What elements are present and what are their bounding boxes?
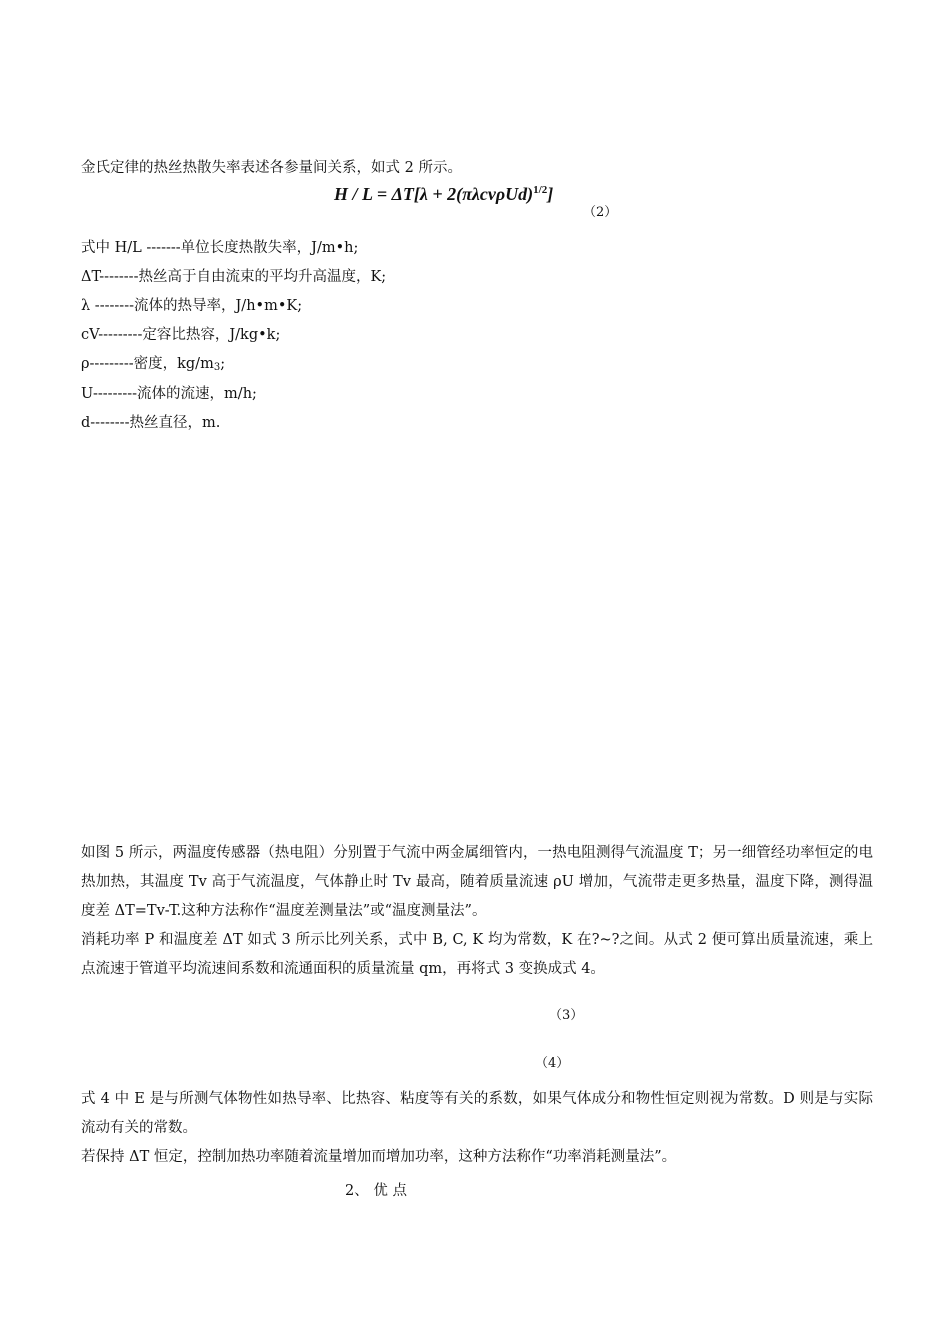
variable-cv: cV---------定容比热容，J/kg•k; [81,327,281,343]
variable-rho-end: ; [220,356,226,372]
formula-2-exponent: 1/2 [533,184,548,196]
formula-2-close: ] [547,184,554,204]
paragraph-coefficients: 式 4 中 E 是与所测气体物性如热导率、比热容、粘度等有关的系数，如果气体成分和物性恒定则视为常数。D 则是与实际流动有关的常数。 [81,1091,873,1136]
paragraph-power-relation: 消耗功率 P 和温度差 ΔT 如式 3 所示比列关系，式中 B, C, K 均为常数，K 在?~?之间。从式 2 便可算出质量流速，乘上点流速于管道平均流速间系数和流通面积的质量流量 qm，再将式 3 变换成式 4。 [81,932,873,977]
paragraph-power-method: 若保持 ΔT 恒定，控制加热功率随着流量增加而增加功率，这种方法称作“功率消耗测量法”。 [81,1149,677,1165]
variable-delta-t: ΔT--------热丝高于自由流束的平均升高温度，K; [81,269,387,285]
variable-rho [81,354,225,378]
variable-lambda: λ --------流体的热导率，J/h•m•K; [81,298,303,314]
intro-text: 金氏定律的热丝热散失率表述各参量间关系，如式 2 所示。 [81,160,462,176]
formula-2-body: H / L = ΔT[λ + 2(πλcvρUd) [334,184,534,204]
formula-3-number: （3） [549,1008,584,1023]
paragraph-temperature-method: 如图 5 所示，两温度传感器（热电阻）分别置于气流中两金属细管内，一热电阻测得气流温度 T；另一细管经功率恒定的电热加热，其温度 Tv 高于气流温度，气体静止时 Tv 最高，随着质量流速 ρU 增加，气流带走更多热量，温度下降，测得温度差 ΔT=Tv-T.这种方法称作“温度差测量法”或“温度测量法”。 [81,845,873,919]
section-heading-advantages: 2、 优 点 [345,1183,407,1199]
variable-rho-text: ρ---------密度，kg/m [81,356,214,372]
formula-2-number: （2） [583,205,618,220]
variable-d: d--------热丝直径，m. [81,415,221,431]
formula-4-number: （4） [535,1056,570,1071]
variable-rho-subscript: 3 [213,362,221,373]
variable-hl: 式中 H/L -------单位长度热散失率，J/m•h; [81,240,359,256]
variable-u: U---------流体的流速，m/h; [81,386,257,402]
formula-2 [334,184,553,205]
